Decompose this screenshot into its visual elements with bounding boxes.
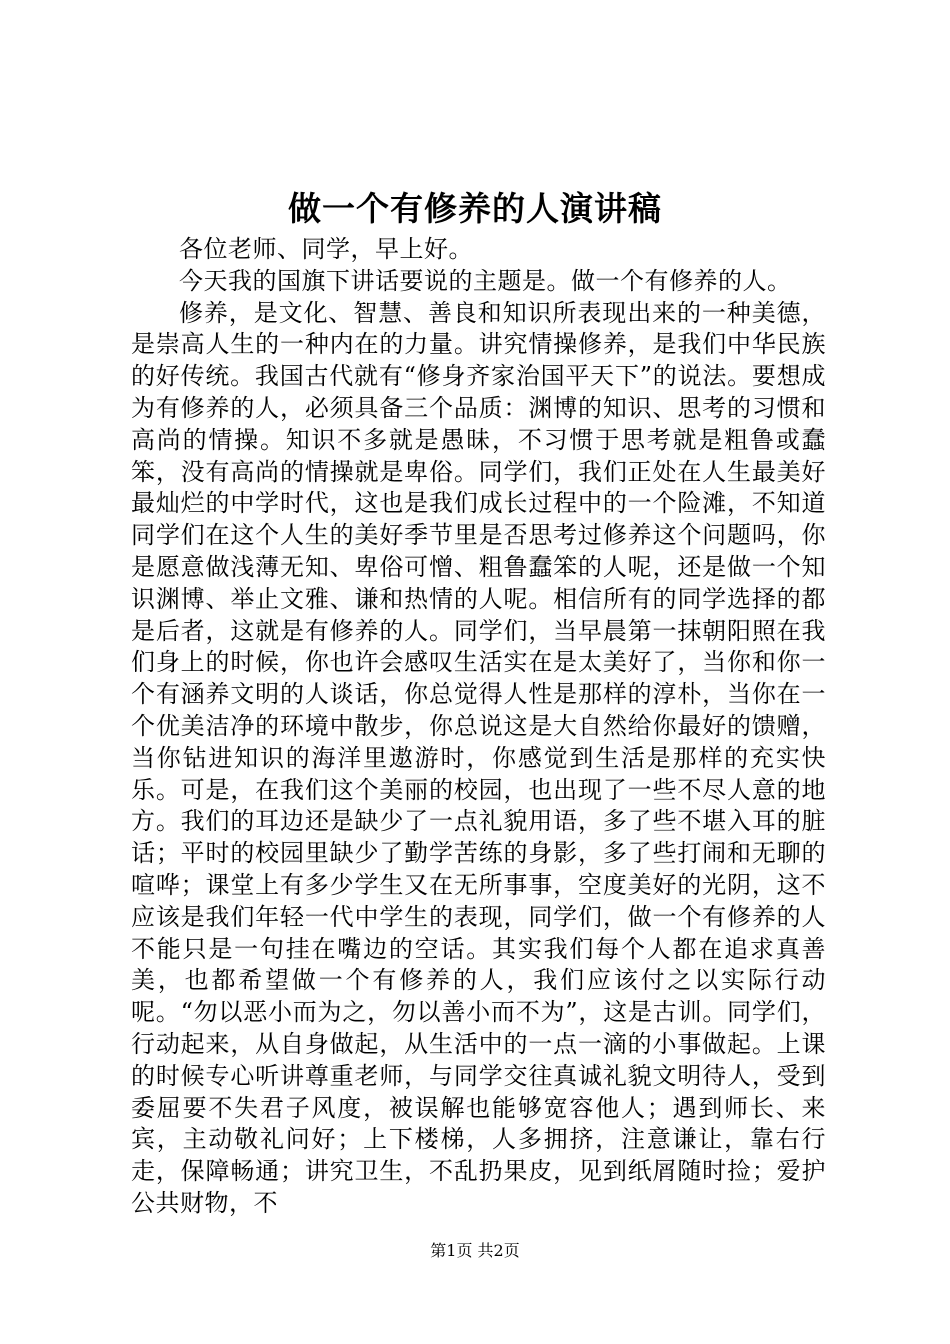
greeting-paragraph: 各位老师、同学，早上好。 [179,235,473,263]
document-body [131,234,826,1220]
document-title: 做一个有修养的人演讲稿 [288,189,662,228]
topic-paragraph: 今天我的国旗下讲话要说的主题是。做一个有修养的人。 [179,266,792,295]
main-paragraph: 修养，是文化、智慧、善良和知识所表现出来的一种美德，是崇高人生的一种内在的力量。讲究情操修养，是我们中华民族的好传统。我国古代就有“修身齐家治国平天下”的说法。要想成为有修养的人，必须具备三个品质：渊博的知识、思考的习惯和高尚的情操。知识不多就是愚昧，不习惯于思考就是粗鲁或蠢笨，没有高尚的情操就是卑俗。同学们，我们正处在人生最美好最灿烂的中学时代，这也是我们成长过程中的一个险滩，不知道同学们在这个人生的美好季节里是否思考过修养这个问题吗，你是愿意做浅薄无知、卑俗可憎、粗鲁蠢笨的人呢，还是做一个知识渊博、举止文雅、谦和热情的人呢。相信所有的同学选择的都是后者，这就是有修养的人。同学们，当早晨第一抹朝阳照在我们身上的时候，你也许会感叹生活实在是太美好了，当你和你一个有涵养文明的人谈话，你总觉得人性是那样的淳朴，当你在一个优美洁净的环境中散步，你总说这是大自然给你最好的馈赠，当你钻进知识的海洋里遨游时，你感觉到生活是那样的充实快乐。可是，在我们这个美丽的校园，也出现了一些不尽人意的地方。我们的耳边还是缺少了一点礼貌用语，多了些不堪入耳的脏话；平时的校园里缺少了勤学苦练的身影，多了些打闹和无聊的喧哗；课堂上有多少学生又在无所事事，空度美好的光阴，这不应该是我们年轻一代中学生的表现，同学们，做一个有修养的人不能只是一句挂在嘴边的空话。其实我们每个人都在追求真善美，也都希望做一个有修养的人，我们应该付之以实际行动呢。“勿以恶小而为之，勿以善小而不为”，这是古训。同学们，行动起来，从自身做起，从生活中的一点一滴的小事做起。上课的时候专心听讲尊重老师，与同学交往真诚礼貌文明待人，受到委屈要不失君子风度，被误解也能够宽容他人；遇到师长、来宾，主动敬礼问好；上下楼梯，人多拥挤，注意谦让，靠右行走，保障畅通；讲究卫生，不乱扔果皮，见到纸屑随时捡；爱护公共财物，不 [131,298,826,1217]
page-number-footer: 第1页 共2页 [430,1241,520,1260]
